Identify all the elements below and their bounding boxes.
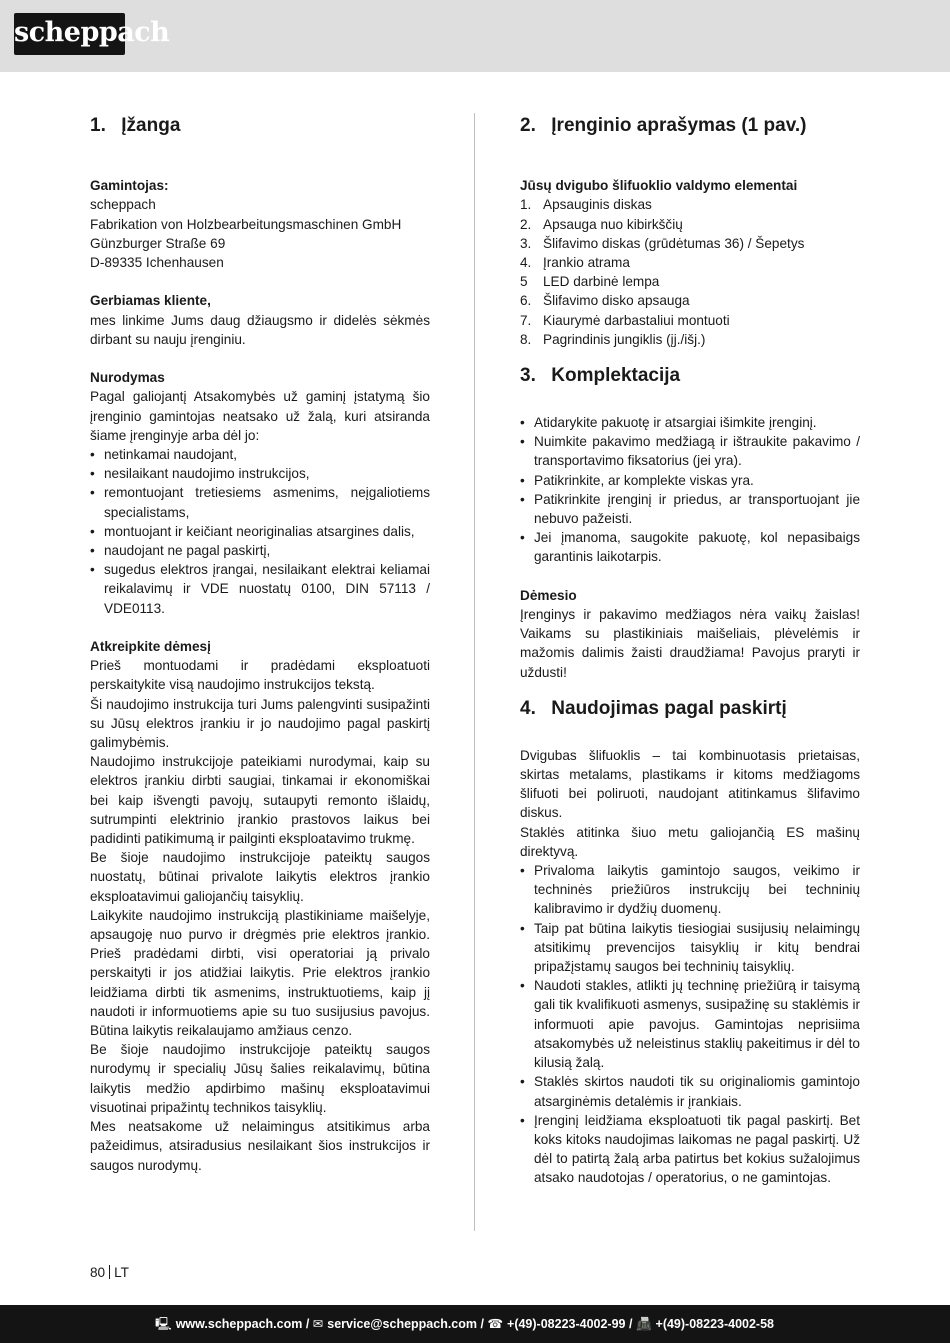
column-divider: [474, 113, 475, 1231]
manufacturer-address: scheppach Fabrikation von Holzbearbeitungsmaschinen GmbH Günzburger Straße 69 D-89335 Ichenhausen: [90, 197, 402, 270]
controls-label: Jūsų dvigubo šlifuoklio valdymo elementai: [520, 178, 798, 194]
list-item: • Patikrinkite įrenginį ir priedus, ar transportuojant jie nebuvo pažeisti.: [520, 491, 860, 527]
section-4-heading: 4. Naudojimas pagal paskirtį: [520, 697, 787, 719]
section-1-heading: 1. Įžanga: [90, 115, 181, 136]
note-text: Pagal galiojantį Atsakomybės už gaminį įstatymą šio įrenginio gamintojas neatsako už žalą, kuri atsiranda šiame įrenginyje arba dėl jo:: [90, 389, 430, 443]
list-item: • Naudoti stakles, atlikti jų techninę priežiūrą ir taisymą gali tik kvalifikuoti asmenys, susipažinę su staklėmis ir informuoti apie pavojus. Gamintojas neprisiima atsakomybės už neleistinus staklių pakeitimus ir dėl to kilusią žalą.: [520, 978, 860, 1071]
mail-icon: ✉: [312, 1317, 324, 1331]
note-bullet-list: [90, 445, 430, 618]
attention-text: Prieš montuodami ir pradėdami eksploatuoti perskaitykite visą naudojimo instrukcijos tekstą. Ši naudojimo instrukcija turi Jums palengvinti susipažinti su Jūsų elektros įrankiu ir jo naudojimo pagal paskirtį galimybėmis. Naudojimo instrukcijoje pateikiami nurodymai, kaip su elektros įrankiu dirbti saugiai, tinkamai ir ekonomiškai bei kaip išvengti pavojų, sutaupyti remonto išlaidų, sutrumpinti elektrinio įrankio prastovos laikus bei padidinti patikimumą ir pailginti eksploatavimo trukmę. Be šioje naudojimo instrukcijoje pateiktų saugos nuostatų, būtinai privalote laikytis elektros įrankio eksploatavimui galiojančių taisyklių. Laikykite naudojimo instrukciją plastikiniame maišelyje, apsaugoję nuo purvo ir drėgmės prie elektros įrankio. Prieš pradėdami dirbti, visi operatoriai ją privalo perskaityti ir jos atidžiai laikytis. Prie elektros įrankio leidžiama dirbti tik asmenims, instruktuotiems, kaip jį naudoti ir informuotiems apie su tuo susijusius pavojus. Būtina laikytis reikalaujamo amžiaus cenzo. Be šioje naudojimo instrukcijoje pateiktų saugos nurodymų ir specialių Jūsų šalies reikalavimų, būtina laikytis medžio apdirbimo mašinų eksploatavimui visuotinai pripažintų technikos taisyklių. Mes neatsakome už nelaimingus atsitikimus arba pažeidimus, atsiradusius nesilaikant šios instrukcijos ir saugos nurodymų.: [90, 658, 430, 1173]
intended-use-bullet-list: [520, 861, 860, 1187]
left-column: [90, 113, 430, 1175]
list-item: • netinkamai naudojant,: [90, 447, 238, 462]
fax-number: +(49)-08223-4002-58: [655, 1317, 775, 1331]
list-item: • Privaloma laikytis gamintojo saugos, veikimo ir techninės priežiūros instrukcijų bei techninių kalibravimo ir dydžių duomenų.: [520, 863, 860, 917]
page-number: 80 LT: [90, 1265, 129, 1280]
scope-bullet-list: [520, 413, 860, 567]
section-2-heading: 2. Įrenginio aprašymas (1 pav.): [520, 115, 807, 136]
list-item: 7. Kiaurymė darbastaliui montuoti: [520, 312, 730, 328]
page-header: [0, 0, 950, 72]
list-item: • Staklės skirtos naudoti tik su originaliomis gamintojo atsarginėmis detalėmis ir įrankiais.: [520, 1074, 860, 1109]
list-item: 3. Šlifavimo diskas (grūdėtumas 36) / Šepetys: [520, 235, 805, 251]
list-item: • Jei įmanoma, saugokite pakuotę, kol nepasibaigs garantinis laikotarpis.: [520, 530, 860, 565]
manufacturer-label: Gamintojas:: [90, 178, 169, 194]
list-item: 4. Įrankio atrama: [520, 255, 630, 270]
list-item: • remontuojant tretiesiems asmenims, neįgaliotiems specialistams,: [90, 485, 430, 520]
list-item: • Taip pat būtina laikytis tiesiogiai susijusių nelaimingų atsitikimų prevencijos taisyklių ir kitų bendrai pripažįstamų saugos bei techninių taisyklių.: [520, 920, 860, 975]
attention-label: Atkreipkite dėmesį: [90, 639, 211, 655]
note-label: Nurodymas: [90, 370, 165, 386]
list-item: • nesilaikant naudojimo instrukcijos,: [90, 466, 310, 482]
website-link[interactable]: www.scheppach.com: [175, 1317, 303, 1331]
list-item: • Atidarykite pakuotę ir atsargiai išimkite įrenginį.: [520, 415, 817, 431]
list-item: • Įrenginį leidžiama eksploatuoti tik pagal paskirtį. Bet koks kitoks naudojimas laikomas ne pagal paskirtį. Už dėl to patirtą žalą arba patirtus bet kokius sužalojimus atsako naudotojas / operatorius, o ne gamintojas.: [520, 1112, 860, 1186]
directive-text: Staklės atitinka šiuo metu galiojančią ES mašinų direktyvą.: [520, 824, 860, 859]
list-item: 8. Pagrindinis jungiklis (įj./išj.): [520, 331, 706, 347]
phone-icon: ☎: [487, 1317, 504, 1331]
scheppach-logo: scheppach: [14, 13, 125, 55]
caution-text: Įrenginys ir pakavimo medžiagos nėra vaikų žaislas! Vaikams su plastikiniais maišeliais, plėvelėmis ir mažomis dalimis žaisti draudžiama! Pavojus praryti ir uždusti!: [520, 607, 860, 680]
email-link[interactable]: service@scheppach.com: [327, 1317, 478, 1331]
right-column: [520, 113, 860, 1188]
list-item: • sugedus elektros įrangai, nesilaikant elektrai keliamai reikalavimų ir VDE nuostatų 0100, DIN 57113 / VDE0113.: [90, 562, 430, 616]
list-item: 1. Apsauginis diskas: [520, 197, 652, 213]
fax-icon: 📠: [635, 1317, 652, 1331]
intended-use-text: Dvigubas šlifuoklis – tai kombinuotasis prietaisas, skirtas metalams, plastikams ir kitoms medžiagoms šlifuoti bei poliruoti, naudojant atitinkamus šlifavimo diskus.: [520, 747, 860, 821]
page-footer: 🖳 www.scheppach.com / ✉ service@scheppach.com / ☎ +(49)-08223-4002-99 / 📠 +(49)-08223-4002-58: [0, 1305, 950, 1343]
list-item: • naudojant ne pagal paskirtį,: [90, 543, 271, 559]
list-item: 5 LED darbinė lempa: [520, 274, 660, 290]
list-item: • Nuimkite pakavimo medžiagą ir ištraukite pakavimo / transportavimo fiksatorius (jei yra).: [520, 434, 860, 469]
customer-label: Gerbiamas kliente,: [90, 293, 211, 309]
list-item: 6. Šlifavimo disko apsauga: [520, 293, 690, 309]
computer-icon: 🖳: [155, 1317, 172, 1331]
list-item: 2. Apsauga nuo kibirkščių: [520, 216, 683, 232]
section-3-heading: 3. Komplektacija: [520, 365, 681, 387]
list-item: • Patikrinkite, ar komplekte viskas yra.: [520, 472, 754, 488]
controls-list: [520, 195, 860, 349]
caution-label: Dėmesio: [520, 587, 577, 603]
customer-text: mes linkime Jums daug džiaugsmo ir didelės sėkmės dirbant su nauju įrenginiu.: [90, 312, 430, 347]
phone-number: +(49)-08223-4002-99: [507, 1317, 626, 1331]
list-item: • montuojant ir keičiant neoriginalias atsargines dalis,: [90, 523, 415, 539]
